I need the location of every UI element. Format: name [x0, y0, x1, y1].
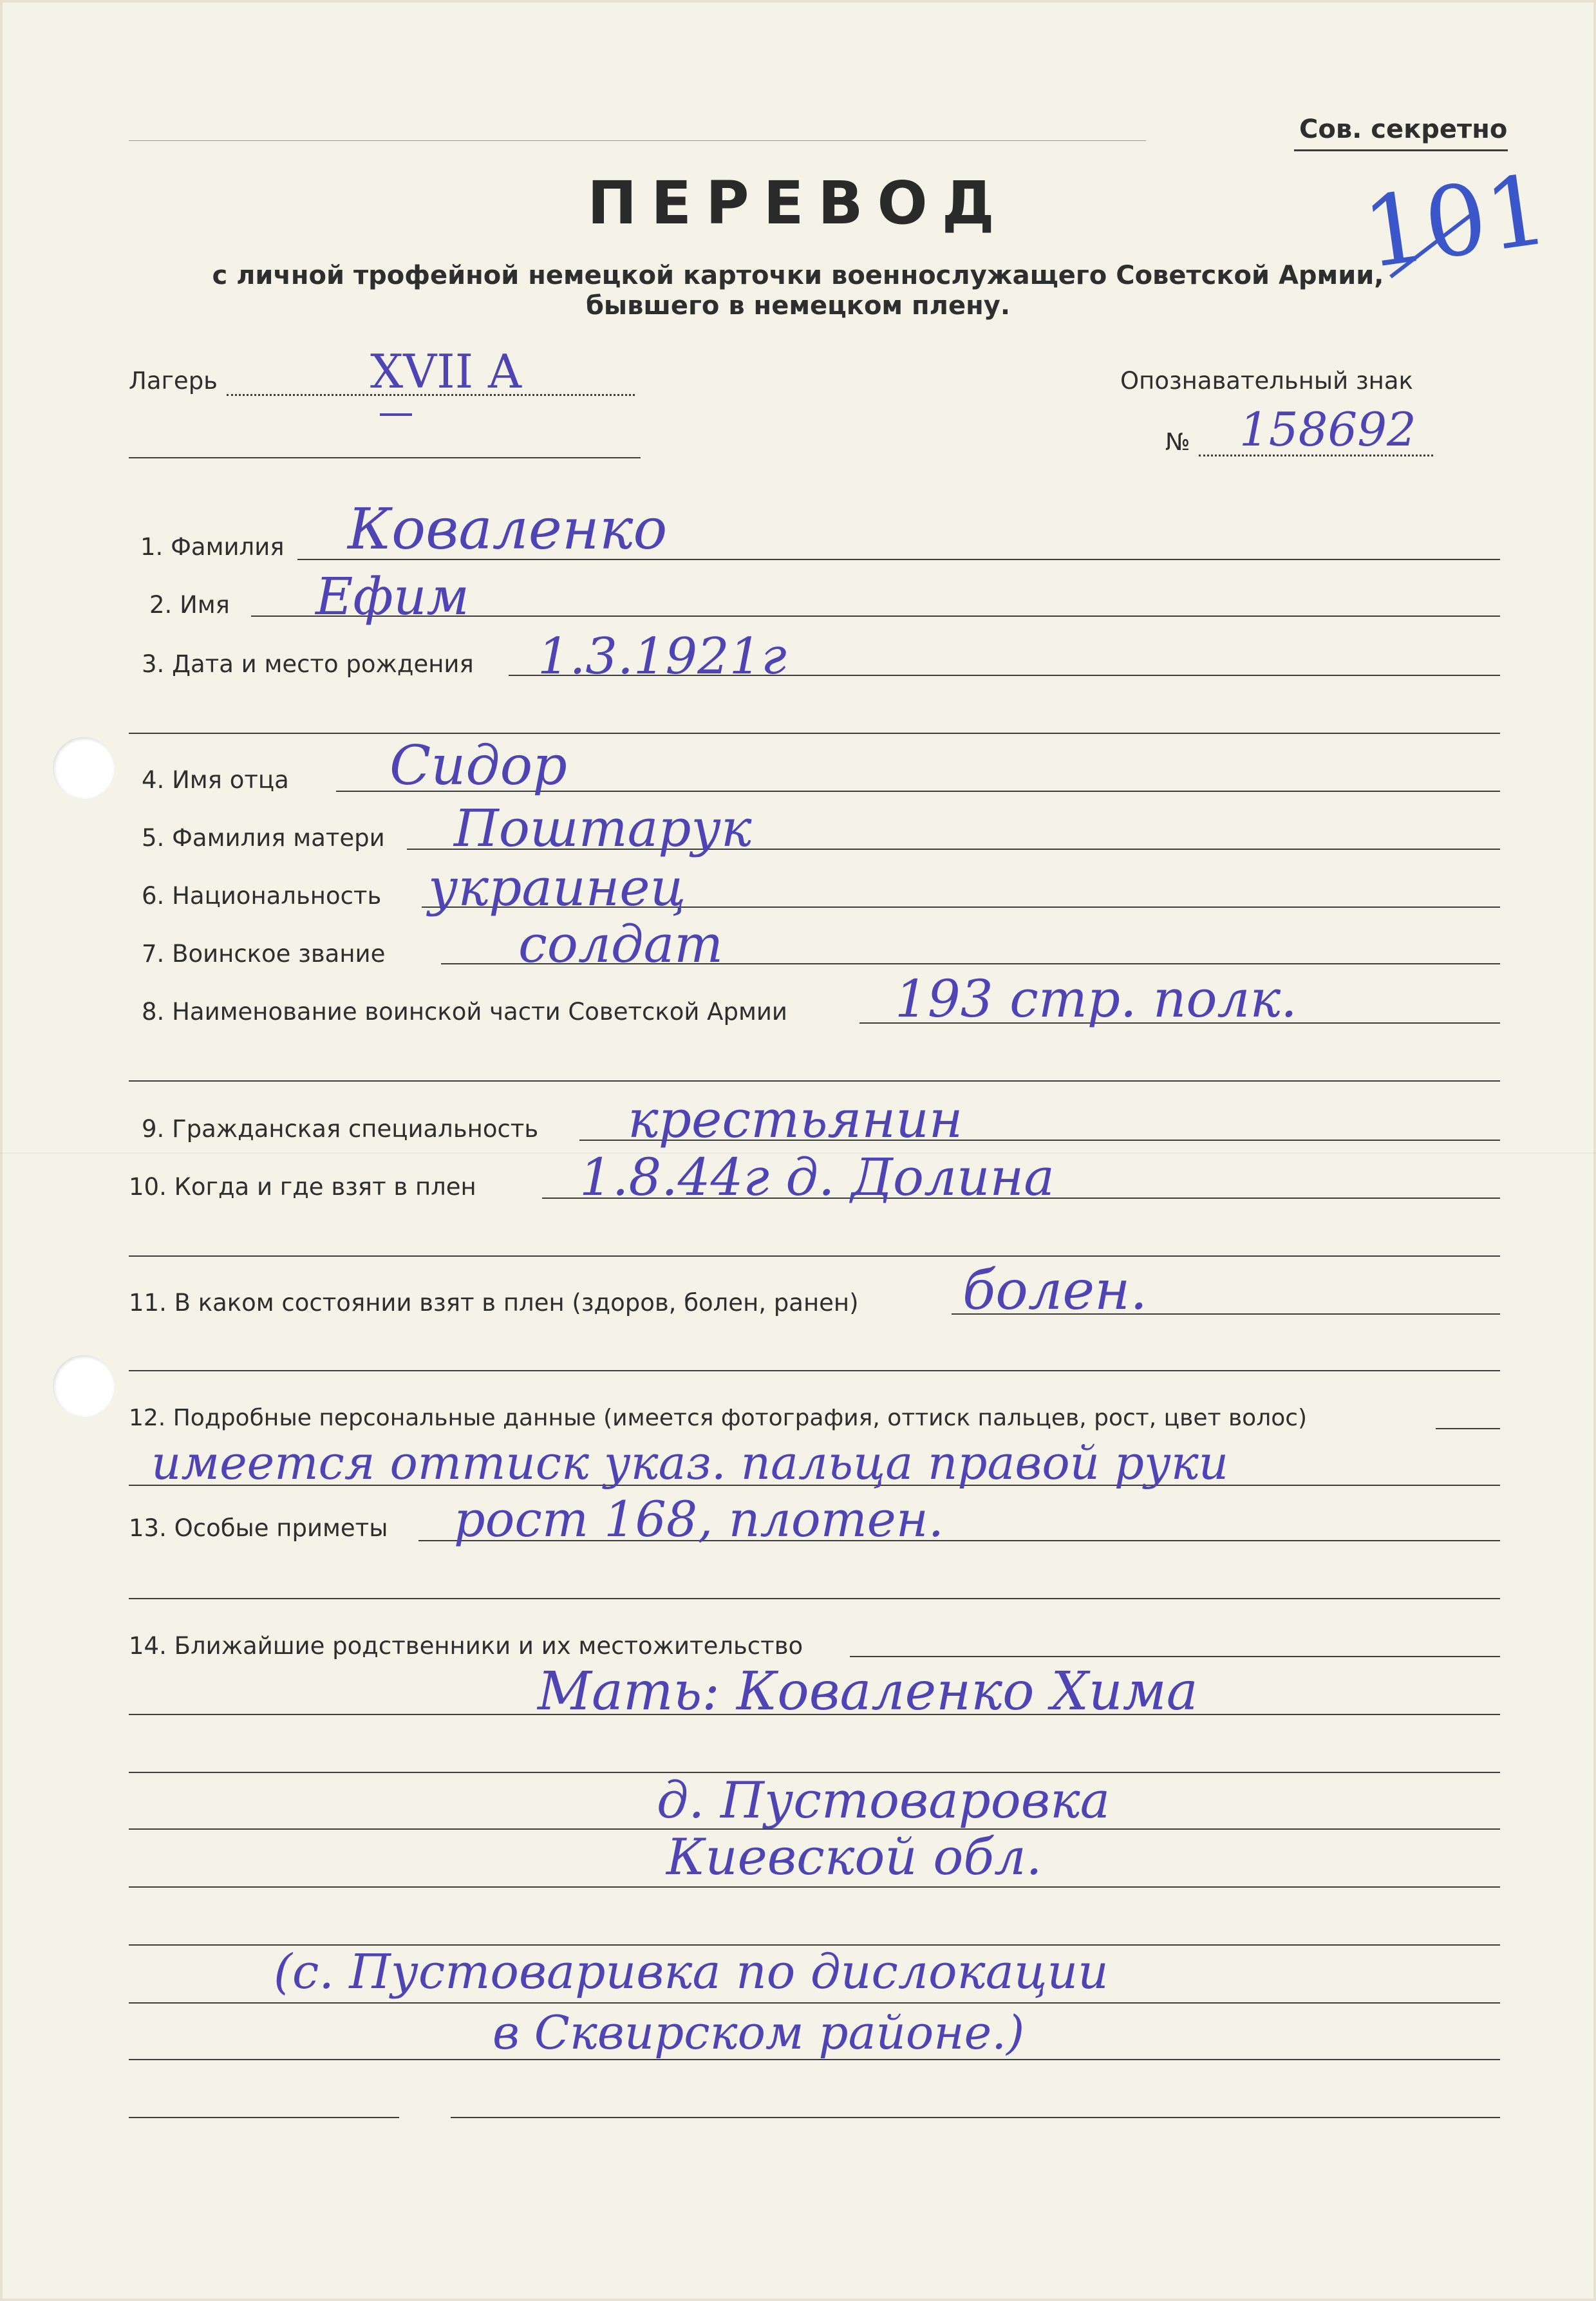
field-7-label: 7. Воинское звание [142, 940, 386, 968]
field-3-extra-line [129, 733, 1500, 734]
field-12-tail-line [1436, 1428, 1500, 1429]
relatives-note-2: в Сквирском районе.) [493, 2005, 1025, 2060]
field-11-label: 11. В каком состоянии взят в плен (здоров, болен, ранен) [129, 1289, 859, 1317]
field-12-value: имеется оттиск указ. пальца правой руки [151, 1436, 1229, 1490]
field-13-value: рост 168, плотен. [454, 1490, 944, 1548]
field-6-label: 6. Национальность [142, 882, 382, 910]
field-13-extra-line [129, 1598, 1500, 1599]
field-3-value: 1.3.1921г [538, 628, 787, 686]
page-title: ПЕРЕВОД [587, 169, 1009, 238]
field-4-value: Сидор [390, 734, 567, 797]
field-14-line [850, 1656, 1500, 1657]
id-number-sign: № [1165, 428, 1190, 456]
punch-hole-bottom [53, 1355, 115, 1417]
camp-underline-mark [380, 413, 412, 416]
field-3-label: 3. Дата и место рождения [142, 650, 474, 678]
field-7-value: солдат [518, 914, 724, 974]
relatives-line-6 [129, 2002, 1500, 2004]
field-6-value: украинец [428, 858, 686, 917]
relatives-note-1: (с. Пустоваривка по дислокации [274, 1944, 1109, 2000]
field-8-value: 193 стр. полк. [895, 969, 1297, 1029]
field-5-label: 5. Фамилия матери [142, 824, 385, 852]
field-11-extra-line [129, 1370, 1500, 1371]
subtitle-line-2: бывшего в немецком плену. [585, 291, 1011, 321]
field-4-label: 4. Имя отца [142, 766, 289, 794]
camp-extra-line [129, 457, 641, 458]
field-1-label: 1. Фамилия [140, 533, 285, 561]
field-11-value: болен. [962, 1259, 1148, 1322]
field-12-label: 12. Подробные персональные данные (имеется фотография, оттиск пальцев, рост, цвет волос) [129, 1405, 1308, 1431]
classification-label: Сов. секретно [1299, 115, 1508, 144]
punch-hole-top [53, 737, 115, 799]
field-1-value: Коваленко [348, 496, 668, 562]
stamp-number: 101 [1357, 153, 1555, 291]
bottom-line-left [129, 2117, 399, 2118]
header-rule [129, 140, 1146, 141]
field-14-label: 14. Ближайшие родственники и их местожительство [129, 1632, 803, 1660]
camp-value: XVII A [370, 344, 522, 399]
field-8-label: 8. Наименование воинской части Советской Армии [142, 998, 787, 1026]
field-9-label: 9. Гражданская специальность [142, 1115, 539, 1143]
relatives-line-4 [129, 1886, 1500, 1888]
field-10-label: 10. Когда и где взят в плен [129, 1173, 476, 1201]
id-tag-label: Опознавательный знак [1120, 367, 1413, 395]
field-8-extra-line [129, 1080, 1500, 1082]
field-2-label: 2. Имя [149, 591, 230, 619]
id-number-value: 158692 [1239, 402, 1416, 456]
bottom-line-right [451, 2117, 1500, 2118]
camp-label: Лагерь [129, 367, 218, 395]
field-13-label: 13. Особые приметы [129, 1514, 388, 1542]
relatives-village: д. Пустоваровка [657, 1772, 1111, 1830]
classification-underline [1294, 149, 1508, 151]
relatives-mother: Мать: Коваленко Хима [538, 1661, 1198, 1722]
relatives-region: Киевской обл. [666, 1828, 1042, 1886]
field-2-value: Ефим [315, 567, 469, 626]
field-10-value: 1.8.44г д. Долина [579, 1147, 1055, 1207]
subtitle-line-1: с личной трофейной немецкой карточки военнослужащего Советской Армии, [212, 261, 1384, 290]
field-10-extra-line [129, 1255, 1500, 1257]
field-5-value: Поштарук [454, 798, 752, 858]
field-9-value: крестьянин [628, 1089, 963, 1149]
